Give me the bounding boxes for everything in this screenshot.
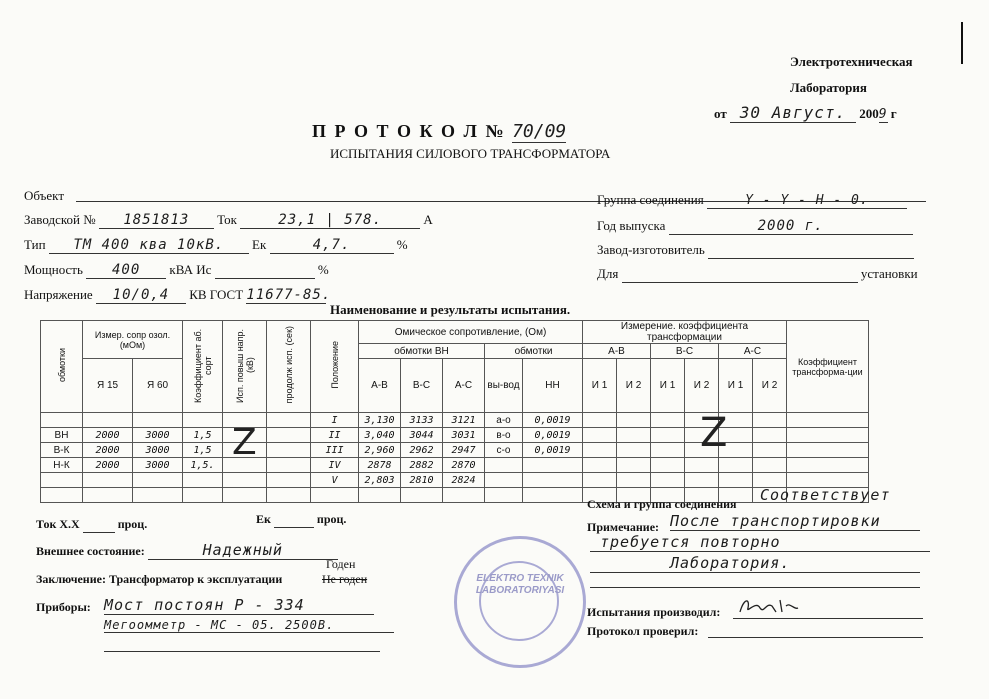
winding-cell: Н-К xyxy=(41,458,83,473)
nn-cell: 0,0019 xyxy=(523,443,583,458)
unfit-label: Не годен xyxy=(322,572,368,586)
r60-cell xyxy=(133,473,183,488)
note-line-3: Лаборатория. xyxy=(590,554,920,573)
external-row xyxy=(36,541,338,560)
col-hv: обмотки ВН xyxy=(359,344,485,359)
i1-a-cell xyxy=(583,443,617,458)
scheme-label: Схема и группа соединения xyxy=(587,497,737,511)
col-i2-b: И 2 xyxy=(685,359,719,413)
power-value: 400 xyxy=(86,262,166,279)
protocol-number: 70/09 xyxy=(512,121,567,142)
i2-a-cell xyxy=(617,473,651,488)
results-table xyxy=(40,320,869,503)
table-row xyxy=(41,443,869,458)
date-prefix: от xyxy=(714,106,727,121)
out-cell: в-о xyxy=(485,428,523,443)
conclusion-label: Заключение: Трансформатор к эксплуатации xyxy=(36,572,283,586)
year-value: 9 xyxy=(878,107,888,122)
voltage-label: Напряжение xyxy=(24,287,93,302)
col-wind: обмотки xyxy=(485,344,583,359)
col-ratio-ab: А-В xyxy=(583,344,651,359)
i2-a-cell xyxy=(617,443,651,458)
ek2-unit: проц. xyxy=(316,512,347,526)
dash-mark-1: Z xyxy=(232,422,257,463)
ac-cell: 2870 xyxy=(443,458,485,473)
ek-unit: % xyxy=(396,237,408,252)
lab-name-line1: Электротехническая xyxy=(790,54,913,69)
ab-cell: 2,960 xyxy=(359,443,401,458)
devices-label: Приборы: xyxy=(36,600,91,614)
ek2-row xyxy=(256,512,346,528)
out-cell xyxy=(485,458,523,473)
col-ratio-bc: В-С xyxy=(651,344,719,359)
bc-cell: 2810 xyxy=(401,473,443,488)
ek2-line xyxy=(274,512,314,528)
nn-cell xyxy=(523,473,583,488)
maker-row xyxy=(597,242,914,259)
type-value: ТМ 400 ква 10кВ. xyxy=(49,237,249,254)
col-windings: обмотки xyxy=(56,347,67,383)
note-line-4 xyxy=(590,586,920,588)
txx-label: Ток Х.Х xyxy=(36,517,80,531)
i1-a-cell xyxy=(583,458,617,473)
txx-unit: проц. xyxy=(117,517,148,531)
i1-a-cell xyxy=(583,413,617,428)
seal-text: ELEKTRO TEXNIK LABORATORIYASI xyxy=(475,573,565,596)
gost-value: 11677-85. xyxy=(246,287,332,303)
col-ab: А-В xyxy=(359,359,401,413)
for-line xyxy=(622,266,858,283)
note-line-1: После транспортировки xyxy=(670,512,920,531)
note-label: Примечание: xyxy=(587,520,660,534)
for-row xyxy=(597,266,918,283)
ab-cell: 3,040 xyxy=(359,428,401,443)
tested-label: Испытания производил: xyxy=(587,605,721,619)
device-1: Мост постоян Р - 334 xyxy=(104,596,374,615)
i1-b-cell xyxy=(651,473,685,488)
r60-cell xyxy=(133,413,183,428)
table-row xyxy=(41,473,869,488)
i2-a-cell xyxy=(617,458,651,473)
ac-cell: 3031 xyxy=(443,428,485,443)
ab-cell: 3,130 xyxy=(359,413,401,428)
duration-cell xyxy=(267,458,311,473)
current-label: Ток xyxy=(217,212,237,227)
i1-c-cell xyxy=(719,473,753,488)
type-row xyxy=(24,237,408,254)
serial-row xyxy=(24,212,433,229)
i2-c-cell xyxy=(753,413,787,428)
ic-value-line xyxy=(215,262,315,279)
col-ratio-ac: А-С xyxy=(719,344,787,359)
txx-row xyxy=(36,517,147,533)
lab-name-line2: Лаборатория xyxy=(790,80,867,95)
year-row xyxy=(597,218,913,235)
ab-cell: 2878 xyxy=(359,458,401,473)
current-value: 23,1 | 578. xyxy=(240,212,420,229)
col-bc: В-С xyxy=(401,359,443,413)
i1-a-cell xyxy=(583,428,617,443)
for-label: Для xyxy=(597,266,619,281)
i2-a-cell xyxy=(617,428,651,443)
col-r15: Я 15 xyxy=(83,359,133,413)
duration-cell xyxy=(267,473,311,488)
col-i2-a: И 2 xyxy=(617,359,651,413)
tested-line xyxy=(733,617,923,619)
year-made-value: 2000 г. xyxy=(669,218,913,235)
protocol-title xyxy=(312,121,566,142)
checked-label: Протокол проверил: xyxy=(587,624,699,638)
position-cell: V xyxy=(311,473,359,488)
object-label: Объект xyxy=(24,188,64,203)
external-label: Внешнее состояние: xyxy=(36,544,145,558)
ratio-coef-cell xyxy=(787,458,869,473)
checked-line xyxy=(708,636,923,638)
serial-value: 1851813 xyxy=(99,212,214,229)
test-voltage-cell xyxy=(223,473,267,488)
coef-cell: 1,5 xyxy=(183,428,223,443)
type-label: Тип xyxy=(24,237,46,252)
col-i1-a: И 1 xyxy=(583,359,617,413)
col-ratio-coef: Коэффициент трансформа-ции xyxy=(787,321,869,413)
ac-cell: 2947 xyxy=(443,443,485,458)
ic-unit: % xyxy=(317,262,329,277)
install-label: установки xyxy=(860,266,918,281)
txx-line xyxy=(83,517,115,533)
coef-cell xyxy=(183,473,223,488)
dash-mark-2: Z xyxy=(700,410,728,456)
coef-cell: 1,5 xyxy=(183,443,223,458)
voltage-row xyxy=(24,287,332,304)
i2-c-cell xyxy=(753,443,787,458)
fit-label: Годен xyxy=(326,557,356,571)
ratio-coef-cell xyxy=(787,443,869,458)
power-unit: кВА xyxy=(169,262,193,277)
r60-cell: 3000 xyxy=(133,458,183,473)
ac-cell: 3121 xyxy=(443,413,485,428)
col-ratio: Измерение. коэффициента трансформации xyxy=(583,321,787,344)
i1-b-cell xyxy=(651,458,685,473)
i1-a-cell xyxy=(583,473,617,488)
power-label: Мощность xyxy=(24,262,83,277)
ek2-label: Ек xyxy=(256,512,271,526)
ic-label: Ис xyxy=(196,262,212,277)
col-r60: Я 60 xyxy=(133,359,183,413)
date-row xyxy=(714,103,897,123)
note-line-2: требуется повторно xyxy=(590,533,930,552)
ek-label: Ек xyxy=(252,237,267,252)
power-row xyxy=(24,262,329,279)
coef-cell xyxy=(183,413,223,428)
protocol-subtitle: ИСПЫТАНИЯ СИЛОВОГО ТРАНСФОРМАТОРА xyxy=(330,146,611,161)
maker-line xyxy=(708,242,914,259)
col-ac: А-С xyxy=(443,359,485,413)
position-cell: II xyxy=(311,428,359,443)
r15-cell xyxy=(83,413,133,428)
r60-cell: 3000 xyxy=(133,443,183,458)
out-cell: а-о xyxy=(485,413,523,428)
col-duration: продолж исп. (сек) xyxy=(283,326,294,404)
edge-mark xyxy=(961,22,963,64)
bc-cell: 3133 xyxy=(401,413,443,428)
ac-cell: 2824 xyxy=(443,473,485,488)
table-row xyxy=(41,428,869,443)
protocol-label: П Р О Т О К О Л № xyxy=(312,121,506,141)
winding-cell xyxy=(41,473,83,488)
maker-label: Завод-изготовитель xyxy=(597,242,705,257)
out-cell xyxy=(485,473,523,488)
group-row xyxy=(597,192,907,209)
nn-cell xyxy=(523,458,583,473)
year-prefix: 200 xyxy=(859,106,879,121)
winding-cell: ВН xyxy=(41,428,83,443)
ratio-coef-cell xyxy=(787,428,869,443)
gost-label: КВ ГОСТ xyxy=(189,287,244,302)
ab-cell: 2,803 xyxy=(359,473,401,488)
results-heading: Наименование и результаты испытания. xyxy=(330,302,571,317)
voltage-value: 10/0,4 xyxy=(96,287,186,304)
col-out: вы-вод xyxy=(485,359,523,413)
group-value: Y - Y - H - 0. xyxy=(707,193,907,209)
out-cell: с-о xyxy=(485,443,523,458)
r15-cell: 2000 xyxy=(83,428,133,443)
nn-cell: 0,0019 xyxy=(523,413,583,428)
group-label: Группа соединения xyxy=(597,192,704,207)
duration-cell xyxy=(267,443,311,458)
current-unit: А xyxy=(423,212,433,227)
scheme-value: Соответствует xyxy=(760,486,891,504)
col-i1-c: И 1 xyxy=(719,359,753,413)
col-ohmic: Омическое сопротивление, (Ом) xyxy=(359,321,583,344)
table-row xyxy=(41,458,869,473)
col-nn: НН xyxy=(523,359,583,413)
i1-c-cell xyxy=(719,458,753,473)
external-value: Надежный xyxy=(148,541,338,560)
col-position: Положение xyxy=(329,341,340,389)
r15-cell xyxy=(83,473,133,488)
laboratory-seal xyxy=(454,536,586,668)
bc-cell: 2962 xyxy=(401,443,443,458)
i2-c-cell xyxy=(753,428,787,443)
i1-b-cell xyxy=(651,443,685,458)
tester-signature xyxy=(736,596,806,616)
col-insulation: Измер. сопр озол.(мОм) xyxy=(83,321,183,359)
col-i2-c: И 2 xyxy=(753,359,787,413)
r15-cell: 2000 xyxy=(83,443,133,458)
i2-b-cell xyxy=(685,458,719,473)
year-suffix: г xyxy=(890,106,897,121)
r60-cell: 3000 xyxy=(133,428,183,443)
winding-cell: В-К xyxy=(41,443,83,458)
i2-a-cell xyxy=(617,413,651,428)
table-row xyxy=(41,413,869,428)
i1-b-cell xyxy=(651,413,685,428)
duration-cell xyxy=(267,428,311,443)
col-i1-b: И 1 xyxy=(651,359,685,413)
devices-line-3 xyxy=(104,650,380,652)
nn-cell: 0,0019 xyxy=(523,428,583,443)
position-cell: III xyxy=(311,443,359,458)
device-2: Мегоомметр - МС - 05. 2500В. xyxy=(104,618,394,633)
col-test-voltage: Исп. повыш напр. (кВ) xyxy=(234,327,255,403)
bc-cell: 2882 xyxy=(401,458,443,473)
i1-b-cell xyxy=(651,428,685,443)
ratio-coef-cell xyxy=(787,413,869,428)
year-label: Год выпуска xyxy=(597,218,666,233)
r15-cell: 2000 xyxy=(83,458,133,473)
i2-b-cell xyxy=(685,473,719,488)
ek-value: 4,7. xyxy=(270,237,394,254)
serial-label: Заводской № xyxy=(24,212,96,227)
position-cell: I xyxy=(311,413,359,428)
i2-c-cell xyxy=(753,458,787,473)
col-coef: Коэффициент аб. сорт xyxy=(192,327,213,403)
winding-cell xyxy=(41,413,83,428)
position-cell: IV xyxy=(311,458,359,473)
coef-cell: 1,5. xyxy=(183,458,223,473)
date-value: 30 Август. xyxy=(730,103,856,123)
duration-cell xyxy=(267,413,311,428)
bc-cell: 3044 xyxy=(401,428,443,443)
